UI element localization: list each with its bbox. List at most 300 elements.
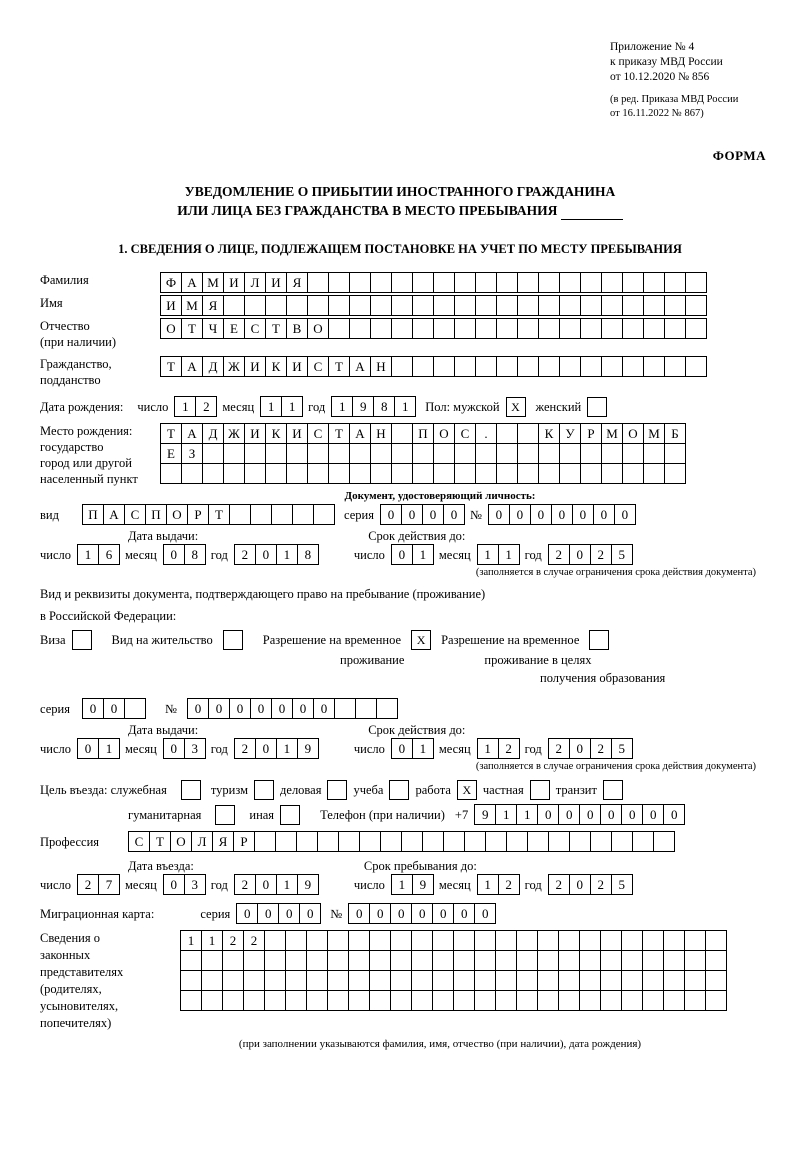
cell[interactable] — [338, 831, 360, 852]
cell[interactable] — [537, 990, 559, 1011]
cell[interactable] — [538, 463, 560, 484]
cell[interactable] — [160, 463, 182, 484]
entry-day-input[interactable] — [77, 874, 119, 895]
cell[interactable] — [271, 504, 293, 525]
cell[interactable] — [580, 272, 602, 293]
permit-series-input[interactable] — [82, 698, 145, 719]
purpose-private-checkbox[interactable] — [530, 780, 550, 800]
cell[interactable]: М — [202, 272, 224, 293]
cell[interactable]: 2 — [590, 738, 612, 759]
sex-female-checkbox[interactable] — [587, 397, 607, 417]
cell[interactable] — [349, 463, 371, 484]
cell[interactable] — [600, 930, 622, 951]
surname-input[interactable] — [160, 272, 706, 293]
cell[interactable]: 0 — [163, 544, 185, 565]
cell[interactable] — [369, 970, 391, 991]
name-input[interactable] — [160, 295, 706, 316]
cell[interactable] — [432, 970, 454, 991]
cell[interactable] — [537, 970, 559, 991]
cell[interactable]: 7 — [98, 874, 120, 895]
cell[interactable] — [601, 443, 623, 464]
cell[interactable] — [391, 272, 413, 293]
cell[interactable]: 1 — [98, 738, 120, 759]
cell[interactable]: 1 — [281, 396, 303, 417]
cell[interactable] — [229, 504, 251, 525]
cell[interactable] — [411, 930, 433, 951]
cell[interactable] — [475, 318, 497, 339]
purpose-transit-checkbox[interactable] — [603, 780, 623, 800]
cell[interactable] — [433, 272, 455, 293]
cell[interactable]: Ф — [160, 272, 182, 293]
cell[interactable] — [474, 990, 496, 1011]
cell[interactable]: 0 — [663, 804, 685, 825]
cell[interactable]: 2 — [234, 544, 256, 565]
cell[interactable] — [685, 318, 707, 339]
cell[interactable] — [412, 463, 434, 484]
cell[interactable]: С — [307, 423, 329, 444]
cell[interactable]: О — [166, 504, 188, 525]
cell[interactable] — [496, 356, 518, 377]
cell[interactable]: 0 — [401, 504, 423, 525]
cell[interactable]: П — [145, 504, 167, 525]
birth-year-input[interactable] — [331, 396, 415, 417]
cell[interactable] — [454, 272, 476, 293]
cell[interactable]: 0 — [422, 504, 444, 525]
permit-issue-day-input[interactable] — [77, 738, 119, 759]
cell[interactable] — [559, 463, 581, 484]
cell[interactable] — [411, 970, 433, 991]
cell[interactable]: А — [349, 423, 371, 444]
cell[interactable]: 0 — [558, 804, 580, 825]
cell[interactable] — [453, 990, 475, 1011]
entry-year-input[interactable] — [234, 874, 318, 895]
cell[interactable]: 1 — [412, 544, 434, 565]
cell[interactable] — [684, 970, 706, 991]
migration-number-input[interactable] — [348, 903, 495, 924]
cell[interactable] — [579, 930, 601, 951]
cell[interactable]: Т — [208, 504, 230, 525]
cell[interactable] — [369, 930, 391, 951]
cell[interactable] — [391, 423, 413, 444]
cell[interactable] — [453, 950, 475, 971]
cell[interactable] — [601, 356, 623, 377]
cell[interactable] — [475, 443, 497, 464]
cell[interactable] — [349, 318, 371, 339]
cell[interactable]: И — [223, 272, 245, 293]
cell[interactable] — [250, 504, 272, 525]
cell[interactable] — [275, 831, 297, 852]
cell[interactable]: 0 — [411, 903, 433, 924]
cell[interactable]: 0 — [380, 504, 402, 525]
cell[interactable] — [579, 950, 601, 971]
cell[interactable] — [454, 443, 476, 464]
cell[interactable] — [527, 831, 549, 852]
cell[interactable] — [306, 950, 328, 971]
cell[interactable] — [685, 356, 707, 377]
purpose-work-checkbox[interactable]: X — [457, 780, 477, 800]
cell[interactable] — [391, 295, 413, 316]
cell[interactable] — [643, 318, 665, 339]
cell[interactable] — [254, 831, 276, 852]
cell[interactable] — [454, 356, 476, 377]
cell[interactable] — [496, 295, 518, 316]
cell[interactable]: 9 — [297, 738, 319, 759]
cell[interactable] — [590, 831, 612, 852]
cell[interactable] — [370, 463, 392, 484]
cell[interactable] — [327, 930, 349, 951]
cell[interactable] — [334, 698, 356, 719]
cell[interactable]: 2 — [498, 738, 520, 759]
cell[interactable]: И — [286, 423, 308, 444]
cell[interactable] — [222, 990, 244, 1011]
cell[interactable]: Л — [244, 272, 266, 293]
cell[interactable] — [558, 950, 580, 971]
entry-month-input[interactable] — [163, 874, 205, 895]
permit-issue-year-input[interactable] — [234, 738, 318, 759]
sex-male-checkbox[interactable]: X — [506, 397, 526, 417]
cell[interactable]: 0 — [569, 874, 591, 895]
cell[interactable] — [243, 950, 265, 971]
cell[interactable]: Т — [265, 318, 287, 339]
cell[interactable]: Я — [202, 295, 224, 316]
cell[interactable]: 1 — [180, 930, 202, 951]
cell[interactable]: 0 — [569, 544, 591, 565]
stay-year-input[interactable] — [548, 874, 632, 895]
cell[interactable] — [559, 356, 581, 377]
cell[interactable] — [496, 443, 518, 464]
cell[interactable] — [621, 950, 643, 971]
temp-residence-checkbox[interactable]: X — [411, 630, 431, 650]
cell[interactable]: 0 — [600, 804, 622, 825]
cell[interactable]: 1 — [477, 544, 499, 565]
cell[interactable] — [390, 970, 412, 991]
cell[interactable]: 0 — [187, 698, 209, 719]
cell[interactable]: 0 — [163, 874, 185, 895]
purpose-other-checkbox[interactable] — [280, 805, 300, 825]
cell[interactable] — [327, 970, 349, 991]
cell[interactable] — [538, 318, 560, 339]
migration-series-input[interactable] — [236, 903, 320, 924]
cell[interactable] — [355, 698, 377, 719]
cell[interactable] — [622, 318, 644, 339]
cell[interactable] — [517, 443, 539, 464]
cell[interactable] — [391, 463, 413, 484]
cell[interactable]: 5 — [611, 874, 633, 895]
cell[interactable] — [432, 990, 454, 1011]
cell[interactable]: 0 — [453, 903, 475, 924]
cell[interactable] — [412, 295, 434, 316]
cell[interactable]: Т — [181, 318, 203, 339]
cell[interactable]: О — [160, 318, 182, 339]
cell[interactable] — [201, 990, 223, 1011]
birth-month-input[interactable] — [260, 396, 302, 417]
cell[interactable]: 2 — [234, 738, 256, 759]
cell[interactable]: 2 — [548, 544, 570, 565]
cell[interactable]: 0 — [593, 504, 615, 525]
cell[interactable]: 1 — [498, 544, 520, 565]
birthplace-line-2[interactable] — [160, 443, 685, 464]
cell[interactable]: Ж — [223, 356, 245, 377]
cell[interactable]: С — [128, 831, 150, 852]
cell[interactable] — [370, 272, 392, 293]
cell[interactable] — [622, 356, 644, 377]
stay-day-input[interactable] — [391, 874, 433, 895]
cell[interactable]: 0 — [390, 903, 412, 924]
cell[interactable] — [705, 970, 727, 991]
cell[interactable] — [569, 831, 591, 852]
cell[interactable] — [600, 970, 622, 991]
cell[interactable] — [622, 463, 644, 484]
cell[interactable]: У — [559, 423, 581, 444]
cell[interactable] — [201, 950, 223, 971]
cell[interactable] — [464, 831, 486, 852]
cell[interactable]: 0 — [299, 903, 321, 924]
cell[interactable]: 2 — [548, 874, 570, 895]
phone-input[interactable] — [474, 804, 684, 825]
cell[interactable] — [475, 295, 497, 316]
cell[interactable]: О — [170, 831, 192, 852]
doc-series-input[interactable] — [380, 504, 464, 525]
cell[interactable]: А — [181, 423, 203, 444]
cell[interactable]: 2 — [222, 930, 244, 951]
birthplace-line-3[interactable] — [160, 463, 685, 484]
cell[interactable] — [516, 930, 538, 951]
cell[interactable] — [328, 443, 350, 464]
cell[interactable]: 2 — [590, 874, 612, 895]
cell[interactable] — [537, 950, 559, 971]
cell[interactable]: И — [244, 423, 266, 444]
doc-issue-day-input[interactable] — [77, 544, 119, 565]
cell[interactable] — [475, 272, 497, 293]
cell[interactable] — [600, 990, 622, 1011]
cell[interactable] — [411, 990, 433, 1011]
cell[interactable] — [558, 990, 580, 1011]
cell[interactable] — [307, 295, 329, 316]
cell[interactable] — [285, 950, 307, 971]
cell[interactable] — [202, 443, 224, 464]
cell[interactable] — [285, 930, 307, 951]
cell[interactable] — [684, 950, 706, 971]
cell[interactable]: 3 — [184, 738, 206, 759]
cell[interactable] — [538, 272, 560, 293]
cell[interactable] — [506, 831, 528, 852]
cell[interactable] — [685, 295, 707, 316]
cell[interactable] — [579, 970, 601, 991]
cell[interactable] — [643, 463, 665, 484]
cell[interactable] — [474, 950, 496, 971]
cell[interactable]: 2 — [77, 874, 99, 895]
cell[interactable] — [317, 831, 339, 852]
permit-issue-month-input[interactable] — [163, 738, 205, 759]
cell[interactable] — [180, 950, 202, 971]
cell[interactable]: Р — [187, 504, 209, 525]
cell[interactable] — [296, 831, 318, 852]
cell[interactable] — [495, 930, 517, 951]
doc-valid-day-input[interactable] — [391, 544, 433, 565]
cell[interactable]: 2 — [243, 930, 265, 951]
cell[interactable]: 1 — [394, 396, 416, 417]
cell[interactable]: А — [103, 504, 125, 525]
cell[interactable] — [643, 295, 665, 316]
cell[interactable]: В — [286, 318, 308, 339]
cell[interactable]: 0 — [313, 698, 335, 719]
cell[interactable] — [265, 295, 287, 316]
cell[interactable]: И — [244, 356, 266, 377]
permit-valid-year-input[interactable] — [548, 738, 632, 759]
cell[interactable]: 0 — [443, 504, 465, 525]
cell[interactable] — [622, 272, 644, 293]
cell[interactable] — [643, 356, 665, 377]
cell[interactable]: Б — [664, 423, 686, 444]
cell[interactable] — [663, 970, 685, 991]
cell[interactable]: 0 — [509, 504, 531, 525]
cell[interactable] — [180, 970, 202, 991]
cell[interactable]: П — [412, 423, 434, 444]
cell[interactable] — [376, 698, 398, 719]
permit-number-input[interactable] — [187, 698, 397, 719]
cell[interactable] — [548, 831, 570, 852]
cell[interactable] — [222, 950, 244, 971]
cell[interactable]: М — [601, 423, 623, 444]
cell[interactable]: 0 — [257, 903, 279, 924]
cell[interactable] — [264, 990, 286, 1011]
profession-input[interactable] — [128, 831, 674, 852]
cell[interactable]: М — [643, 423, 665, 444]
cell[interactable]: Р — [233, 831, 255, 852]
cell[interactable]: 0 — [77, 738, 99, 759]
cell[interactable] — [286, 295, 308, 316]
cell[interactable] — [292, 504, 314, 525]
cell[interactable] — [328, 272, 350, 293]
cell[interactable]: Т — [149, 831, 171, 852]
cell[interactable]: 8 — [297, 544, 319, 565]
cell[interactable] — [538, 356, 560, 377]
cell[interactable] — [580, 318, 602, 339]
doc-valid-month-input[interactable] — [477, 544, 519, 565]
cell[interactable] — [265, 443, 287, 464]
visa-checkbox[interactable] — [72, 630, 92, 650]
cell[interactable] — [642, 930, 664, 951]
cell[interactable] — [181, 463, 203, 484]
cell[interactable] — [558, 930, 580, 951]
cell[interactable]: П — [82, 504, 104, 525]
cell[interactable] — [559, 272, 581, 293]
cell[interactable]: С — [244, 318, 266, 339]
cell[interactable]: 2 — [195, 396, 217, 417]
cell[interactable] — [517, 423, 539, 444]
cell[interactable] — [684, 990, 706, 1011]
cell[interactable] — [485, 831, 507, 852]
cell[interactable]: 0 — [551, 504, 573, 525]
residence-permit-checkbox[interactable] — [223, 630, 243, 650]
permit-valid-day-input[interactable] — [391, 738, 433, 759]
cell[interactable]: Е — [223, 318, 245, 339]
cell[interactable] — [307, 272, 329, 293]
cell[interactable]: 2 — [548, 738, 570, 759]
cell[interactable] — [401, 831, 423, 852]
cell[interactable]: 9 — [474, 804, 496, 825]
cell[interactable] — [432, 950, 454, 971]
cell[interactable] — [307, 443, 329, 464]
cell[interactable] — [412, 356, 434, 377]
cell[interactable] — [380, 831, 402, 852]
cell[interactable] — [632, 831, 654, 852]
cell[interactable]: 1 — [477, 738, 499, 759]
cell[interactable]: 0 — [474, 903, 496, 924]
cell[interactable] — [580, 443, 602, 464]
cell[interactable] — [264, 930, 286, 951]
cell[interactable] — [601, 318, 623, 339]
cell[interactable]: 0 — [292, 698, 314, 719]
cell[interactable] — [643, 272, 665, 293]
cell[interactable] — [453, 930, 475, 951]
cell[interactable] — [559, 295, 581, 316]
cell[interactable] — [454, 295, 476, 316]
cell[interactable] — [663, 950, 685, 971]
cell[interactable] — [621, 930, 643, 951]
cell[interactable]: 0 — [255, 874, 277, 895]
cell[interactable]: К — [265, 423, 287, 444]
cell[interactable]: 0 — [488, 504, 510, 525]
cell[interactable] — [244, 463, 266, 484]
cell[interactable] — [664, 272, 686, 293]
cell[interactable] — [496, 318, 518, 339]
cell[interactable] — [559, 318, 581, 339]
cell[interactable] — [285, 970, 307, 991]
cell[interactable]: Д — [202, 356, 224, 377]
cell[interactable]: С — [124, 504, 146, 525]
cell[interactable] — [369, 950, 391, 971]
cell[interactable] — [538, 295, 560, 316]
cell[interactable] — [285, 990, 307, 1011]
cell[interactable] — [454, 463, 476, 484]
cell[interactable] — [307, 463, 329, 484]
cell[interactable] — [516, 970, 538, 991]
cell[interactable]: 0 — [278, 903, 300, 924]
cell[interactable] — [370, 443, 392, 464]
cell[interactable]: Н — [370, 423, 392, 444]
cell[interactable] — [642, 970, 664, 991]
cell[interactable]: Я — [212, 831, 234, 852]
cell[interactable] — [223, 443, 245, 464]
cell[interactable]: 2 — [498, 874, 520, 895]
cell[interactable]: И — [265, 272, 287, 293]
cell[interactable]: И — [160, 295, 182, 316]
cell[interactable]: 0 — [569, 738, 591, 759]
cell[interactable] — [611, 831, 633, 852]
cell[interactable]: 5 — [611, 738, 633, 759]
cell[interactable]: О — [622, 423, 644, 444]
cell[interactable]: 0 — [103, 698, 125, 719]
cell[interactable]: Д — [202, 423, 224, 444]
cell[interactable] — [265, 463, 287, 484]
cell[interactable]: О — [433, 423, 455, 444]
cell[interactable]: Л — [191, 831, 213, 852]
cell[interactable]: 0 — [391, 544, 413, 565]
cell[interactable] — [390, 950, 412, 971]
cell[interactable] — [516, 950, 538, 971]
cell[interactable]: 0 — [255, 544, 277, 565]
cell[interactable]: 9 — [297, 874, 319, 895]
citizenship-input[interactable] — [160, 356, 706, 377]
cell[interactable] — [601, 463, 623, 484]
cell[interactable] — [391, 443, 413, 464]
cell[interactable] — [223, 463, 245, 484]
cell[interactable] — [433, 443, 455, 464]
cell[interactable]: 1 — [391, 874, 413, 895]
cell[interactable] — [180, 990, 202, 1011]
cell[interactable]: 0 — [621, 804, 643, 825]
